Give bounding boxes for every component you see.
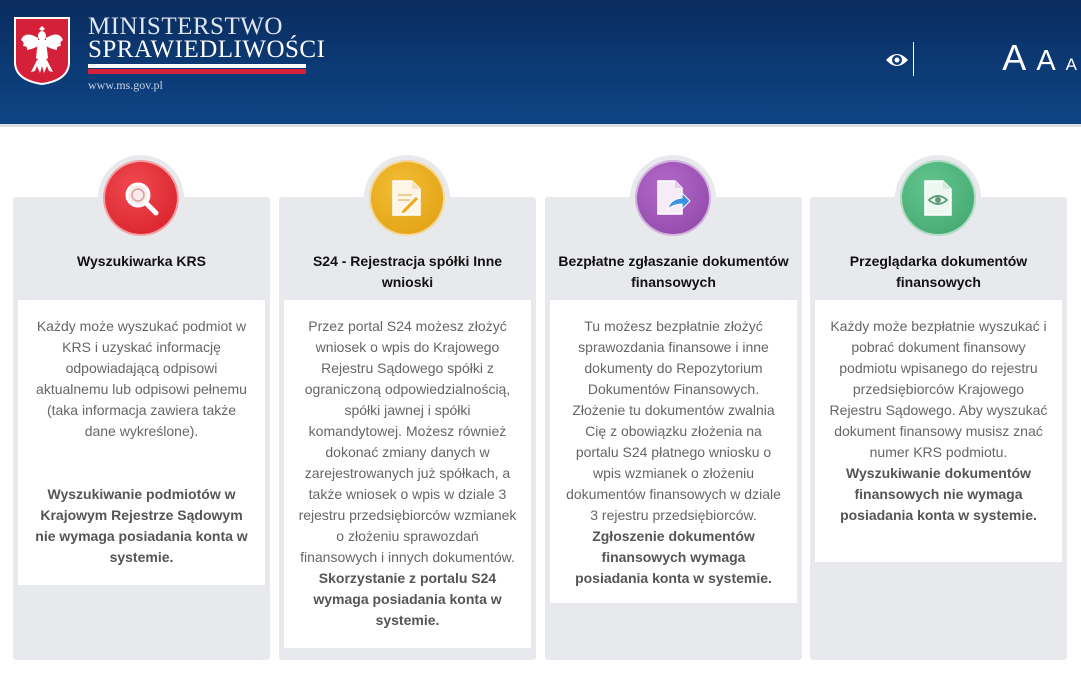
accessibility-separator <box>913 42 914 76</box>
card-icon-circle <box>900 160 976 236</box>
polish-eagle-emblem-icon[interactable] <box>13 16 71 86</box>
magnifier-icon <box>122 179 160 217</box>
card-description: Tu możesz bezpłatnie złożyć sprawozdania finansowe i inne dokumenty do Repozytorium Dokumentów Finansowych. Złożenie tu dokumentów zwalnia Cię z obowiązku złożenia na portalu S24 płatnego wniosku o wpis wzmianek o złożeniu dokumentów finansowych w dziale 3 rejestru przedsiębiorców. <box>566 318 781 523</box>
card-note: Skorzystanie z portalu S24 wymaga posiadania konta w systemie. <box>313 570 502 628</box>
document-send-icon <box>654 179 692 217</box>
card-icon-circle <box>103 160 179 236</box>
card-note: Wyszukiwanie dokumentów finansowych nie wymaga posiadania konta w systemie. <box>840 465 1037 523</box>
document-pencil-icon <box>390 179 424 217</box>
card-icon-wrap <box>895 155 981 241</box>
card-note: Wyszukiwanie podmiotów w Krajowym Rejestrze Sądowym nie wymaga posiadania konta w systemie. <box>35 486 248 565</box>
card-icon-wrap <box>630 155 716 241</box>
card-title: Wyszukiwarka KRS <box>77 253 206 269</box>
card-body <box>284 300 531 648</box>
card-icon-wrap <box>364 155 450 241</box>
font-size-medium-button[interactable]: A <box>1036 45 1056 77</box>
service-cards <box>13 155 1081 665</box>
font-size-small-button[interactable]: A <box>1065 55 1077 74</box>
card-icon-circle <box>369 160 445 236</box>
accessibility-controls <box>1002 37 1077 80</box>
header-divider <box>0 124 1081 127</box>
card-s24-registration[interactable] <box>279 197 536 660</box>
card-body <box>815 300 1062 562</box>
site-header <box>0 0 1081 124</box>
card-title: S24 - Rejestracja spółki Inne wnioski <box>312 253 503 290</box>
card-financial-documents-submission[interactable] <box>545 197 802 660</box>
card-description: Każdy może bezpłatnie wyszukać i pobrać dokument finansowy podmiotu wpisanego do rejestru przedsiębiorców Krajowego Rejestru Sądowego. Aby wyszukać dokument finansowy musisz znać numer KRS podmiotu. <box>829 318 1048 460</box>
document-eye-icon <box>922 179 954 217</box>
ministry-name-line2: SPRAWIEDLIWOŚCI <box>88 36 326 63</box>
flag-stripe <box>88 64 306 74</box>
font-size-large-button[interactable]: A <box>1002 37 1027 78</box>
eye-icon[interactable] <box>885 50 909 70</box>
card-description: Każdy może wyszukać podmiot w KRS i uzyskać informację odpowiadającą odpisowi aktualnemu lub odpisowi pełnemu (taka informacja zawiera także dane wykreślone). <box>36 318 247 439</box>
ministry-name-line1: MINISTERSTWO <box>88 13 283 40</box>
card-body <box>18 300 265 585</box>
card-icon-wrap <box>98 155 184 241</box>
card-title: Bezpłatne zgłaszanie dokumentów finansowych <box>558 253 789 290</box>
card-body <box>550 300 797 603</box>
card-note: Zgłoszenie dokumentów finansowych wymaga posiadania konta w systemie. <box>575 528 772 586</box>
card-icon-circle <box>635 160 711 236</box>
card-title: Przeglądarka dokumentów finansowych <box>849 253 1028 290</box>
card-financial-documents-browser[interactable] <box>810 197 1067 660</box>
card-description: Przez portal S24 możesz złożyć wniosek o wpis do Krajowego Rejestru Sądowego spółki z ograniczoną odpowiedzialnością, spółki jawnej i spółki komandytowej. Możesz również dokonać zmiany danych w zarejestrowanych już spółkach, a także wniosek o wpis w dziale 3 rejestru przedsiębiorców wzmianek o złożeniu sprawozdań finansowych i innych dokumentów. <box>298 318 517 565</box>
card-krs-search[interactable] <box>13 197 270 660</box>
ministry-url: www.ms.gov.pl <box>88 78 163 92</box>
